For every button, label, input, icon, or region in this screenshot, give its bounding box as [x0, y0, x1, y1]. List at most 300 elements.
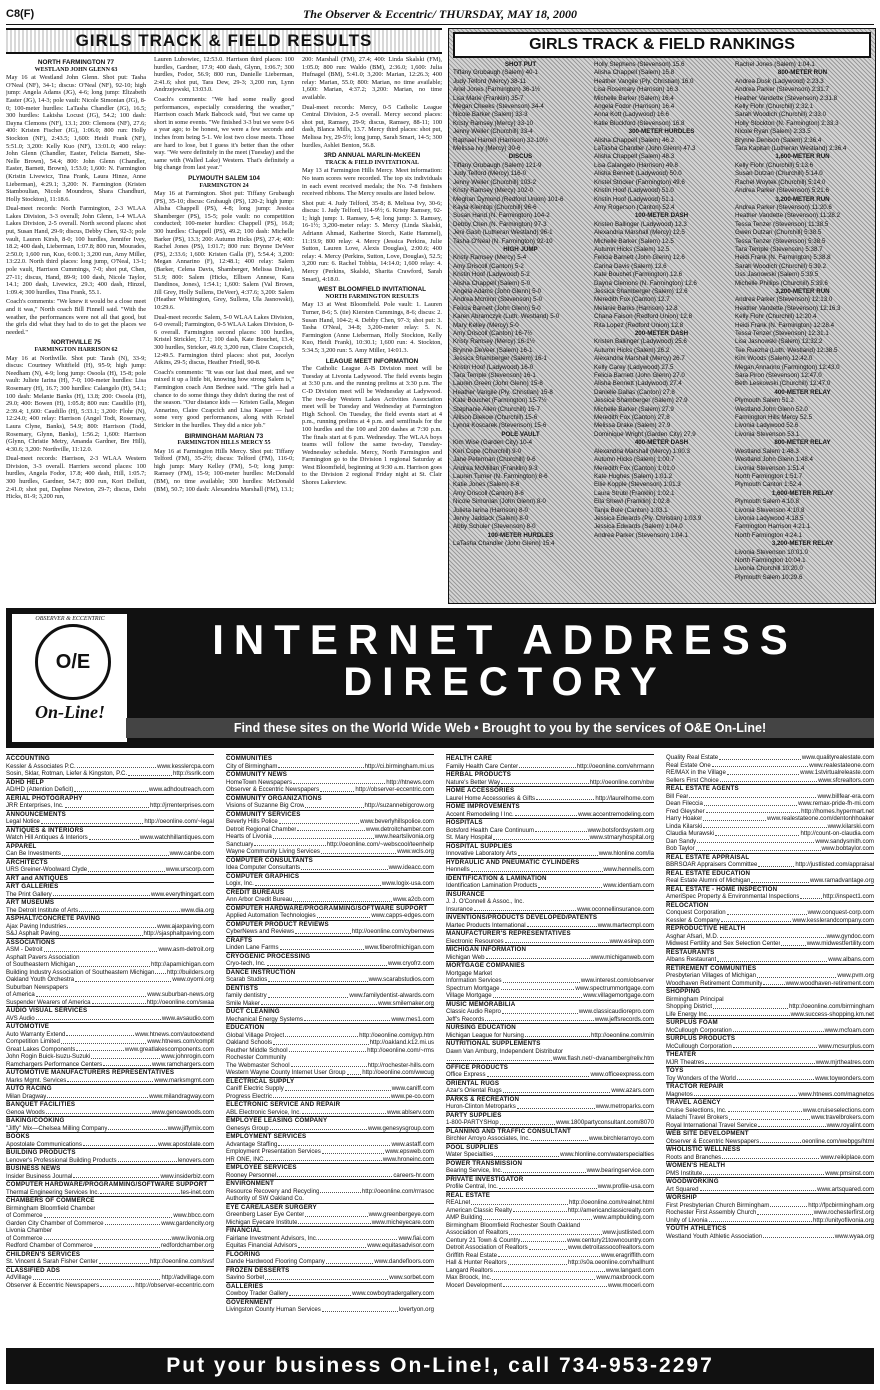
directory-category: WORSHIP [666, 1193, 874, 1202]
ranking-entry: Alisha Chappell (Salem) 15.8 [594, 69, 675, 77]
listing-url: www.hlonline.com/la [598, 850, 654, 857]
ranking-entry: Kate Bouchet (Farmington) 15-7½ [453, 397, 547, 405]
listing-url: www.realestateone.com [809, 761, 874, 769]
listing-url: www.epsweb.com [385, 1148, 434, 1155]
ranking-event: 1,600-METER RELAY [771, 489, 834, 497]
ranking-entry: Andrea Parker (Stevenson) 2:31.7 [735, 86, 829, 94]
ranking-entry: Sarah Woodich (Churchill) 5:39.2 [735, 262, 827, 270]
ranking-entry: Kelly Flohr (Churchill) 2:32.1 [735, 103, 814, 111]
listing-url: www.wcls.org [397, 848, 434, 855]
directory-listing [226, 1047, 434, 1055]
ranking-entry: Lisa Marie (Franklin) 35-7 [453, 94, 524, 102]
directory-category: EMPLOYEE SERVICES [226, 1163, 434, 1172]
directory-listing [446, 1183, 654, 1191]
ranking-entry: Tiffany Grubaugh (Salem) 40-1 [453, 69, 538, 77]
directory-listing [226, 841, 434, 849]
listing-name: Electronic Resources [446, 937, 504, 945]
listing-name: Idea Computer Consultants [226, 864, 301, 871]
section-title: GIRLS TRACK & FIELD RESULTS [75, 31, 373, 50]
ranking-entry: Alisha Bennett (Ladywood) 27.4 [594, 380, 682, 388]
listing-url: www.htnews.com/autoextend [135, 1030, 214, 1038]
directory-category: ELECTRONIC SERVICE AND REPAIR [226, 1100, 434, 1109]
listing-name: Advantage Staffing [226, 1140, 278, 1148]
directory-category: SHOPPING [666, 987, 874, 996]
ranking-entry: Tanja Bole (Canton) 1:03.1 [594, 506, 668, 514]
listing-name: Conquest Corporation [666, 909, 726, 916]
directory-listing [446, 922, 654, 930]
ranking-entry: Tiffany Grubaugh (Salem) 121-9 [453, 161, 542, 169]
listing-name: Thermal Engineering Services Inc. [6, 1188, 100, 1196]
leader-dots [79, 907, 180, 913]
directory-category: AUDIO VISUAL SERVICES [6, 1006, 214, 1015]
leader-dots [322, 1306, 398, 1312]
directory-listing [446, 1071, 654, 1079]
leader-dots [280, 944, 364, 950]
directory-listing [666, 956, 874, 964]
running-header [6, 6, 874, 25]
listing-name: Hearts of Livonia [226, 833, 272, 840]
listing-name: Western Wayne County Internet User Group [226, 1069, 346, 1076]
listing-url: www.albans.com [828, 956, 874, 963]
leader-dots [291, 1062, 367, 1068]
directory-listing [6, 923, 214, 931]
leader-dots [44, 1212, 173, 1218]
listing-name: Cowboy Trader Gallery [226, 1290, 289, 1297]
leader-dots [61, 1038, 146, 1044]
listing-name: Applied Automation Technologies [226, 912, 316, 919]
listing-name: Art Squared [666, 1185, 699, 1193]
listing-url: www.billfear-era.com [817, 792, 874, 800]
directory-listing [226, 1290, 434, 1298]
leader-dots [508, 1259, 567, 1265]
listing-url: www.caniff.com [391, 1085, 434, 1092]
directory-category: SURPLUS FOAM [666, 1018, 874, 1027]
listing-name: Water Specialties [446, 1151, 494, 1158]
ranking-event: 100-METER DASH [634, 212, 689, 220]
listing-url: http://homes.hypermart.net [801, 807, 874, 815]
leader-dots [285, 1085, 391, 1091]
listing-name: Presbyterian Villages of Michigan [666, 972, 756, 979]
ranking-entry: Kim Wise (Garden City) 10-4 [453, 439, 533, 447]
result-text: May 16 at Farmington Hills Mercy. Shot put: Tiffany Telford (FM), 35-2½; discus: Telford (FM), 116-0; high jump: Mary Kelley (FM), 5-0; long jump: Ramsey (FM), 15-9; 100-meter hurdles: McDonald (BM), no time available; 300 hurdles: McDonald (BM), 50.7; 100 dash: Alexandria Marshall (FM), 13.1; [154, 447, 294, 493]
directory-listing [226, 1085, 434, 1093]
listing-url: www.ablserv.com [387, 1108, 434, 1116]
leader-dots [715, 830, 799, 836]
directory-listing [446, 1259, 654, 1267]
ranking-entry: Livonia Stevenson 53.1 [735, 430, 800, 438]
listing-url: www.villagemortgage.com [583, 992, 654, 999]
listing-name: Nature's Better Way [446, 778, 501, 786]
ranking-entry: Alisha Chappell (Salem) 48.3 [594, 153, 675, 161]
leader-dots [494, 1267, 605, 1273]
ranking-entry: Holly Stephens (Stevenson) 15.6 [594, 61, 685, 68]
directory-listing [6, 1282, 214, 1290]
ranking-entry: Amy Driscoll (Canton) 8-6 [453, 489, 524, 497]
leader-dots [73, 1173, 159, 1179]
ranking-entry: Plymouth Salem 10:29.6 [735, 573, 803, 581]
listing-url: http://ci.birmingham.mi.us [364, 762, 434, 770]
ranking-entry: Katie Jones (Salem) 8-6 [453, 481, 520, 489]
directory-category: AUTOMOTIVE [6, 1022, 214, 1031]
listing-name: McCullough Corporation [666, 1026, 732, 1034]
results-column-2 [154, 56, 294, 602]
listing-name: Quality Real Estate [666, 754, 719, 761]
listing-url: www.bobtaylor.com [821, 845, 874, 852]
directory-listing [666, 800, 874, 808]
listing-url: careers-hr.com [393, 1171, 434, 1179]
ranking-entry: Tessa Tenzer (Stevenson) 5:38.5 [735, 237, 826, 245]
ranking-entry: Andrea Parker (Stevenson) 12:13.0 [735, 296, 833, 304]
directory-category: REAL ESTATE - HOME INSPECTION [666, 885, 874, 894]
listing-url: www.1800partyconsultant.com/8070 [556, 1119, 654, 1126]
listing-name: Jeff's Records [446, 1015, 485, 1023]
listing-name: Accent Remodeling I Inc. [446, 810, 514, 818]
directory-listing [6, 954, 214, 962]
ranking-entry: Jessica Edwards (Ply. Christian) 1:03.9 [594, 514, 702, 522]
leader-dots [278, 1141, 390, 1147]
listing-name: Marks Mgmt. Services [6, 1076, 67, 1084]
listing-url: www.pmsinst.com [825, 1169, 874, 1177]
listing-url: http://oeonline.com/~rms [367, 1046, 434, 1054]
listing-url: www.equitasadvisor.com [367, 1242, 434, 1249]
listing-url: www.ramadvantage.org [809, 877, 874, 884]
listing-name: Caniff Electric Supply [226, 1085, 284, 1092]
ranking-entry: Ellie Kopple (Stevenson) 1:01.3 [594, 481, 681, 489]
ranking-entry: Kelly Flohr (Churchill) 12:20.4 [735, 313, 817, 321]
listing-url: www.officeexpress.com [590, 1071, 654, 1078]
directory-category: MICHIGAN INFORMATION [446, 945, 654, 954]
directory-listing [666, 917, 874, 925]
ranking-entry: LaTasha Chandler (John Glenn) 15.4 [453, 540, 555, 548]
result-heading: NORTH FARMINGTON 77 [37, 59, 115, 66]
leader-dots [719, 754, 801, 760]
listing-url: www.1stvirtualreleaste.com [800, 769, 874, 776]
listing-url: www.insiderbiz.com [160, 1172, 214, 1180]
listing-url: http://oeonline.com/wwcug [362, 1069, 434, 1076]
ranking-entry: Heather Vandette (Stevenson) 2:31.8 [735, 94, 838, 102]
leader-dots [501, 985, 575, 991]
listing-url: http://justlisted.com/appraisal [795, 861, 874, 868]
listing-url: www.urscorp.com [165, 866, 214, 873]
leader-dots [694, 1091, 798, 1097]
directory-listing [226, 928, 434, 936]
directory-category: HEALTH CARE [446, 754, 654, 763]
directory-listing [446, 1282, 654, 1290]
directory-listing [666, 1233, 874, 1241]
listing-name: Mortgage Market [446, 969, 493, 977]
ranking-entry: Nicole Barker (Salem) 33-3 [453, 111, 528, 119]
leader-dots [471, 866, 603, 872]
listing-url: www.htnews.com/complt [147, 1038, 214, 1045]
leader-dots [265, 1274, 388, 1280]
leader-dots [88, 866, 165, 872]
rankings-column-3 [735, 61, 870, 582]
directory-category: COMMUNITIES [226, 754, 434, 763]
leader-dots [760, 1138, 801, 1144]
leader-dots [728, 1107, 802, 1113]
ranking-entry: Heather Vandette (Stevenson) 11:28.2 [735, 212, 841, 220]
directory-column-1 [6, 754, 214, 1344]
listing-url: www.hennells.com [603, 866, 654, 873]
listing-name: Birchler Arroyo Associates, Inc. [446, 1135, 530, 1142]
directory-category: RESTAURANTS [666, 948, 874, 957]
listing-name: Dean Fileccia [666, 800, 703, 807]
leader-dots [704, 800, 797, 806]
listing-name: Dan Sandy [666, 837, 697, 845]
listing-name: Genesys Group [226, 1124, 269, 1132]
listing-url: http://ssrlk.com [173, 770, 214, 777]
listing-name: AdVillage [6, 1274, 32, 1281]
listing-name: Birmingham Bloomfield Chamber [6, 1204, 96, 1212]
listing-url: http://americanclassicrealty.com [567, 1206, 654, 1214]
leader-dots [498, 1252, 600, 1258]
leader-dots [293, 779, 385, 785]
listing-name: St. Mary Hospital [446, 834, 493, 841]
leader-dots [500, 1119, 555, 1125]
results-column-1 [6, 56, 146, 602]
listing-name: Association of Realtors [446, 1229, 509, 1236]
ranking-entry: Sara Piron (Stevenson) 12:47.0 [735, 372, 822, 380]
directory-category: FINANCIAL [226, 1226, 434, 1235]
leader-dots [501, 779, 589, 785]
listing-url: www.mcfoam.com [824, 1026, 874, 1034]
listing-name: Can Be Investments [6, 850, 61, 857]
ranking-entry: Tessa Tenzer (Stevenson) 11:38.5 [735, 220, 829, 228]
ranking-entry: North Farmington 1:51.7 [735, 472, 803, 480]
leader-dots [763, 1233, 834, 1239]
listing-url: www.sfcrealtors.com [818, 776, 874, 784]
listing-name: Cryo-tech, Inc. [226, 960, 266, 967]
directory-listing [666, 1209, 874, 1217]
listing-url: www.apostolate.com [158, 1140, 214, 1148]
listing-url: lenovers.com [177, 1156, 214, 1164]
ranking-event: 200-METER DASH [634, 330, 689, 337]
listing-url: www.milandragway.com [149, 1092, 214, 1100]
listing-name: Global Village Project [226, 1031, 285, 1039]
ranking-entry: Autumn Hicks (Salem) 1:00.7 [594, 456, 675, 464]
directory-category: AUTO RACING [6, 1084, 214, 1093]
directory-listing [6, 1235, 214, 1243]
directory-listing [226, 763, 434, 771]
listing-name: Livonia Chamber [6, 1227, 53, 1234]
directory-listing [226, 1258, 434, 1266]
leader-dots [89, 834, 139, 840]
leader-dots [298, 1242, 366, 1248]
listing-name: of Southeastern Michigan [6, 961, 76, 968]
listing-url: www.kesslercpa.com [157, 762, 214, 770]
listing-url: www.michiganweb.com [590, 953, 654, 961]
listing-name: Bearing Service, Inc. [446, 1167, 503, 1174]
ranking-entry: Amy Driscoll (Canton) 5-2 [453, 262, 524, 270]
ranking-entry: Nicole Simonian (John Glenn) 8-0 [453, 498, 546, 506]
listing-url: http://apamichigan.com [150, 961, 214, 968]
leader-dots [273, 1093, 390, 1099]
directory-category: HERBAL PRODUCTS [446, 770, 654, 779]
ranking-entry: Jenny Jaddack (Salem) 8-0 [453, 514, 529, 522]
ranking-entry: Kristy Ramsey (Mercy) 102-0 [453, 187, 534, 195]
ranking-entry: Autumn Hicks (Salem) 26.2 [594, 346, 670, 354]
ranking-entry: North Farmington 4:24.1 [735, 531, 803, 539]
listing-url: www.detroitchamber.com [365, 825, 434, 833]
directory-listing [6, 984, 214, 992]
directory-listing [446, 866, 654, 874]
listing-name: The Print Gallery [6, 890, 52, 898]
leader-dots [118, 1157, 177, 1163]
directory-listing [446, 1135, 654, 1143]
leader-dots [525, 1032, 590, 1038]
leader-dots [44, 1235, 171, 1241]
leader-dots [712, 762, 809, 768]
listing-name: Asghar Afsari, M.D. [666, 932, 719, 940]
directory-listing [446, 1008, 654, 1016]
directory-column-3 [446, 754, 654, 1344]
listing-name: Asphalt Pavers Association [6, 953, 80, 961]
listing-name: S&J Asphalt Paving [6, 930, 60, 937]
ranking-entry: Alisha Chappell (Salem) 5-0 [453, 279, 531, 287]
directory-category: ACCOUNTING [6, 754, 214, 763]
ranking-entry: Laura Strubl (Franklin) 1:02.1 [594, 489, 675, 497]
directory-listing [226, 826, 434, 834]
result-subheading: FARMINGTON 24 [199, 182, 249, 189]
listing-url: www.moceri.com [607, 1281, 654, 1289]
directory-category: NURSING EDUCATION [446, 1023, 654, 1032]
listing-name: Bill Fear [666, 792, 689, 800]
listing-url: http://unityoflivonia.org [813, 1216, 874, 1224]
ranking-entry: Heidi Frank (N. Farmington) 12:28.4 [735, 321, 835, 329]
ranking-event: 100-METER HURDLES [487, 531, 554, 539]
listing-name: Claudia Murawski [666, 830, 715, 837]
directory-listing [446, 1119, 654, 1127]
listing-name: Westland Youth Athletic Association [666, 1232, 763, 1240]
leader-dots [705, 1059, 815, 1065]
directory-listing [446, 970, 654, 978]
ranking-entry: Alexandria Marshall (Mercy) 12.5 [594, 229, 685, 237]
leader-dots [273, 833, 374, 839]
leader-dots [531, 1135, 588, 1141]
listing-url: www.heartslivonia.org [374, 833, 434, 840]
ranking-entry: Megan Cheeks (Stevenson) 34-4 [453, 103, 544, 111]
ranking-entry: Michelle Phillips (Churchill) 5:39.6 [735, 279, 828, 287]
result-text: Coach's comments: "We knew it would be a close meet and it was," North coach Bill Finnell said. "With the weather, the performances were not all that good, but the girls did what they had to do to get the places we needed." [6, 298, 146, 336]
listing-name: Cruise Selections, Inc. [666, 1106, 727, 1114]
logo-mark: O/E [35, 624, 111, 700]
ranking-entry: Nicole Ryan (Salem) 2:33.5 [735, 128, 811, 136]
listing-name: URS Greiner-Woolward Clyde [6, 866, 88, 873]
directory-listing [6, 1125, 214, 1133]
ranking-entry: Tessa Tenzer (Stevenson) 12:31.1 [735, 330, 829, 337]
directory-category: EDUCATION [226, 1023, 434, 1032]
listing-name: Building Industry Association of Southeastern Michigan [6, 968, 155, 976]
ranking-entry: Chana Faison (Redford Union) 12.8 [594, 313, 693, 321]
directory-category: REAL ESTATE APPRAISAL [666, 853, 874, 862]
ranking-entry: Angela Adams (John Glenn) 5-0 [453, 287, 542, 295]
listing-url: www.azars.com [611, 1087, 654, 1094]
ranking-entry: Michelle Barker (Salem) 16.4 [594, 94, 674, 102]
leader-dots [255, 880, 381, 886]
leader-dots [289, 1290, 351, 1296]
ranking-entry: Uss Jasnowski (Salem) 5:39.5 [735, 271, 819, 279]
leader-dots [317, 912, 371, 918]
leader-dots [720, 933, 826, 939]
listing-url: www.asm-detroit.org [158, 946, 214, 953]
leader-dots [471, 1199, 568, 1205]
directory-category: ASPHALT/CONCRETE PAVING [6, 914, 214, 923]
leader-dots [298, 1219, 370, 1225]
listing-name: Detroit Association of Realtors [446, 1244, 528, 1251]
listing-name: Ann Arbor Credit Bureau [226, 896, 293, 903]
listing-url: www.hroneinc.com [382, 1155, 434, 1163]
leader-dots [302, 1109, 386, 1115]
ranking-entry: Heidi Frank (N. Farmington) 5:38.8 [735, 254, 831, 262]
listing-name: The Webmaster School [226, 1061, 290, 1069]
listing-url: http://suzannebigcrow.org [364, 802, 434, 809]
listing-url: http://jrrenterprises.com [149, 802, 214, 809]
directory-listing [446, 779, 654, 787]
listing-url: www.genesysgroup.com [367, 1124, 434, 1132]
ranking-entry: Stephanie Allen (Churchill) 15-7 [453, 405, 541, 413]
ranking-entry: Jessica Shamberger (Salem) 27.9 [594, 397, 688, 405]
listing-url: www.genoawoods.com [151, 1108, 214, 1116]
directory-listing [666, 815, 874, 823]
ranking-entry: Livonia Churchill 10:20.0 [735, 565, 803, 573]
result-heading: WEST BLOOMFIELD INVITATIONAL [317, 286, 427, 294]
ranking-entry: Judy Telford (Mercy) 116-0 [453, 170, 527, 178]
section-title-bar [6, 28, 442, 54]
result-text: 200: Marshall (FM), 27.4; 400: Linda Skalski (FM), 1:05.0; 800 run: Waldo (BM), 2:36.0; 1,600: Julia Hufnagel (BM), 5:41.0; 3,200: Marian, 12:26.3; 400 relay: Marian, 55.0; 800: Marian, no time available; 1,600: Marian, 4:37.2; 3,200: Marian, no time available. [302, 56, 442, 101]
ranking-event: HIGH JUMP [503, 245, 538, 253]
directory-listing [666, 1202, 874, 1210]
listing-url: www.realestateone.com/dentonhhoaker [766, 815, 874, 822]
listing-url: www.greenbergeye.com [368, 1211, 434, 1218]
leader-dots [105, 1220, 161, 1226]
directory-category: SURPLUS PRODUCTS [666, 1034, 874, 1043]
directory-category: HOSPITALS [446, 818, 654, 827]
leader-dots [757, 972, 836, 978]
listing-name: Observer & Eccentric Newspapers [666, 1137, 760, 1145]
directory-listing [446, 954, 654, 962]
listing-url: www.bbcc.com [173, 1212, 214, 1219]
ranking-entry: LaTasha Chandler (John Glenn) 47.3 [594, 145, 696, 153]
listing-url: www.spectrummortgage.com [575, 984, 654, 992]
leader-dots [268, 992, 349, 998]
directory-listing [6, 770, 214, 778]
result-text: Shot put: 4. Judy Telford, 35-8; 8. Melissa Ivy, 30-6; discus: 1. Judy Telford, 114-9½; 6. Kristy Ramsey, 92-1; high jump: 1. Ramsey, 5-4; long jump: 3. Ramsey, 16-1½; 3,200-meter relay: 5. Mercy (Linda Skalski, Adriann Ahmad, Katherine Storch, Katie Hammel), 11:19.9; 800 relay: 4. Mercy (Jessica Perkins, Julie Sutton, Lauren Love, Alexis Douglas), 2:00.6; 400 relay: 4. Mercy (Perkins, Sutton, Love, Douglas), 52.5; 3,200 run: 6. Rachel Tobbia, 14:14.0; 1,600 relay: 4. Mercy (Perkins, Skalski, Sharita Crawford, Sarah Smart), 4:18.0. [302, 199, 442, 283]
listing-url: www.canbe.com [169, 850, 214, 857]
directory-category: TRAVEL AGENCY [666, 1098, 874, 1107]
leader-dots [727, 909, 807, 915]
result-text: Dual-meet records: Salem, 5-0 WLAA Lakes Division, 6-0 overall; Farmington, 0-5 WLAA Lakes Division, 0-6 overall. Farmington second places: 100 hurdles, Kristel Strickler, 17.1; 100 dash, Kate Bouchet, 13.4; 300 hurdles, Stricker, 49.6; 3,200 run, Claire Czapcich, 12:49.5. Farmington third places: shot put, Jocelyn Atkins, 29-5; discus, Heather Friedl, 90-8. [154, 313, 294, 367]
directory-listing [226, 1211, 434, 1219]
leader-dots [278, 763, 363, 769]
listing-url: www.royalint.com [826, 1121, 874, 1129]
leader-dots [155, 969, 166, 975]
ranking-entry: Gwen Dutzan (Churchill) 5:38.5 [735, 229, 822, 237]
directory-listing [446, 827, 654, 835]
listing-url: www.esirep.com [609, 937, 654, 945]
listing-name: Insider Business Journal [6, 1172, 73, 1180]
directory-category: MORTGAGE COMPANIES [446, 961, 654, 970]
listing-name: AD/HD (Attention Deficit) [6, 786, 74, 793]
listing-name: CyberNews and Reviews [226, 928, 295, 935]
directory-listing [446, 1229, 654, 1237]
directory-listing [666, 769, 874, 777]
directory-category: ANTIQUES & INTERIORS [6, 826, 214, 835]
directory-listing [446, 898, 654, 906]
directory-category: COMPUTER PRODUCT REVIEWS [226, 920, 434, 929]
directory-category: ANNOUNCEMENTS [6, 810, 214, 819]
ranking-entry: Lauren Green (John Glenn) 15-8 [453, 380, 543, 388]
ranking-entry: Raphael Harrell (Harrison) 32-10½ [453, 136, 548, 144]
